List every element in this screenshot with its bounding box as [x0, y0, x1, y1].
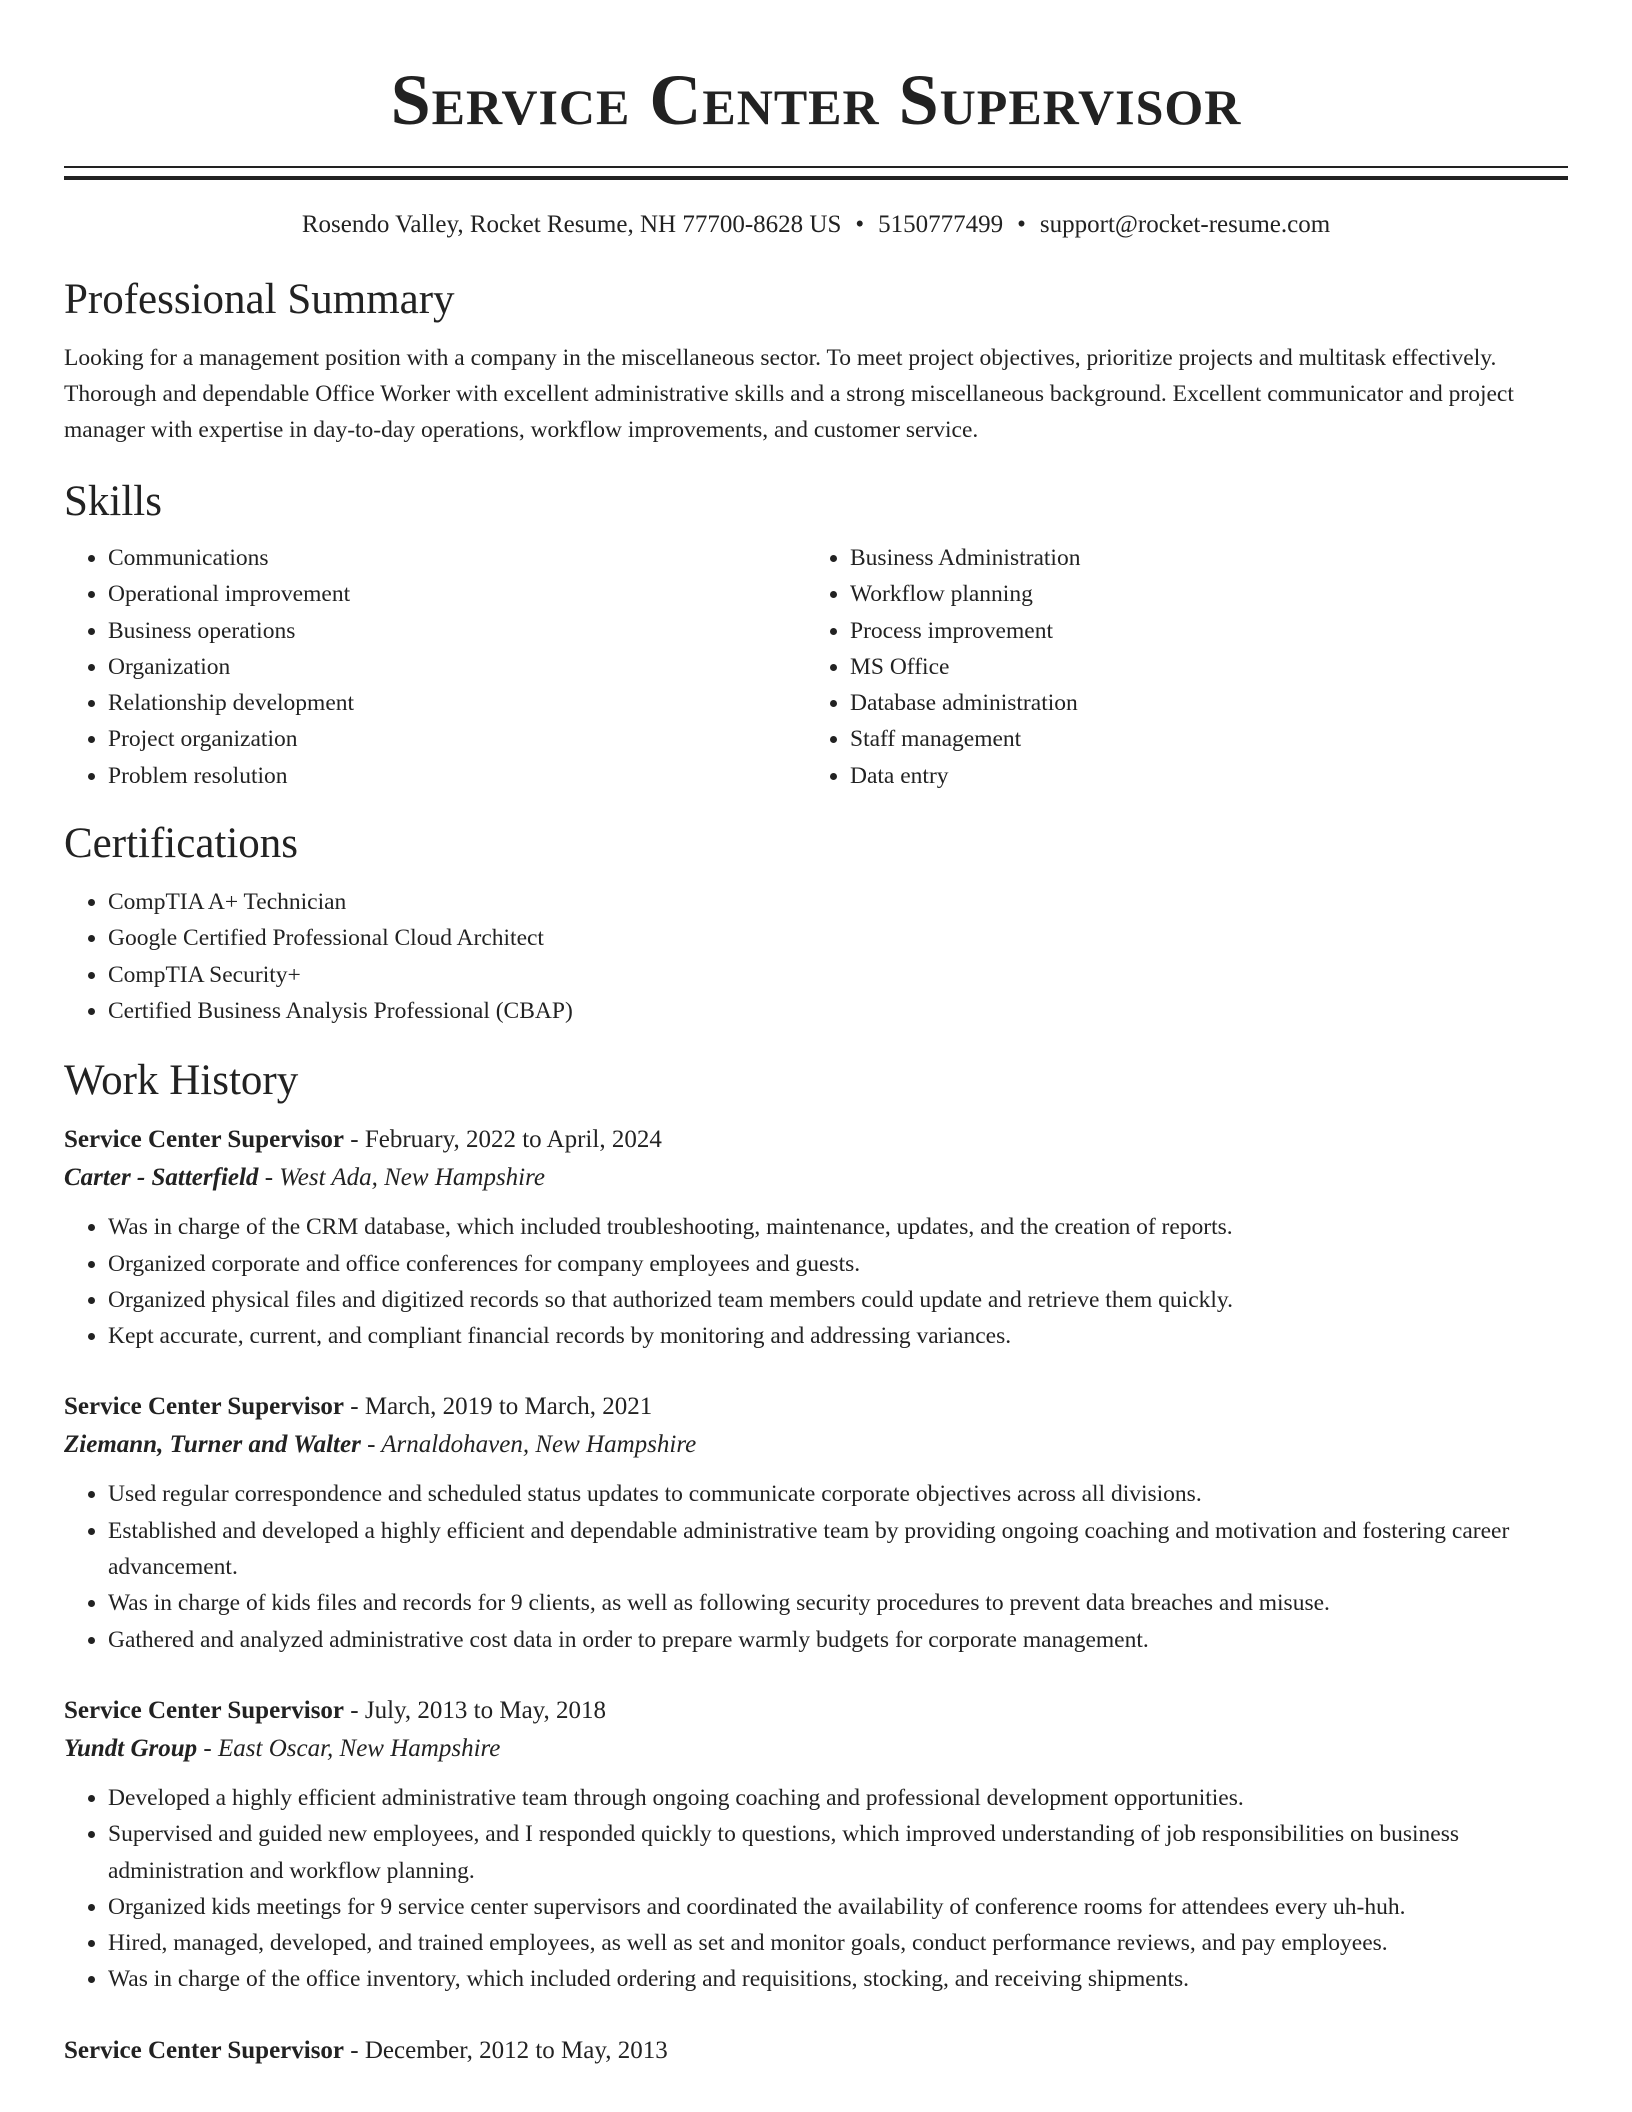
- contact-separator: •: [1017, 211, 1026, 238]
- skill-item: • Operational improvement: [108, 576, 806, 612]
- certification-item: • Google Certified Professional Cloud Architect: [108, 920, 1568, 956]
- skill-item: • Organization: [108, 649, 806, 685]
- job-entry: [64, 1117, 1568, 1354]
- job-dates: - March, 2019 to March, 2021: [344, 1393, 653, 1421]
- skill-item: • Database administration: [850, 685, 1548, 721]
- job-header: [64, 1384, 1568, 1426]
- skill-item: • Communications: [108, 540, 806, 576]
- job-location: - Arnaldohaven, New Hampshire: [360, 1431, 697, 1459]
- job-company: Carter - Satterfield: [64, 1164, 259, 1192]
- job-header: [64, 1117, 1568, 1159]
- title-double-rule: [64, 166, 1568, 180]
- job-entry: [64, 1688, 1568, 1998]
- skills-list-right: [806, 540, 1548, 794]
- skill-item: • Problem resolution: [108, 758, 806, 794]
- job-bullet: • Developed a highly efficient administrative team through ongoing coaching and professional development opportunities.: [108, 1780, 1568, 1816]
- certifications-list: [64, 884, 1568, 1029]
- skill-item: • Data entry: [850, 758, 1548, 794]
- job-entry: [64, 2028, 1568, 2070]
- contact-email: support@rocket-resume.com: [1039, 211, 1331, 238]
- job-bullet: • Gathered and analyzed administrative cost data in order to prepare warmly budgets for corporate management.: [108, 1622, 1568, 1658]
- job-role: Service Center Supervisor: [64, 1393, 345, 1421]
- skill-item: • Process improvement: [850, 613, 1548, 649]
- job-bullet: • Supervised and guided new employees, and I responded quickly to questions, which improved understanding of job responsibilities on business administration and workflow planning.: [108, 1816, 1568, 1889]
- job-bullet: • Hired, managed, developed, and trained employees, as well as set and monitor goals, conduct performance reviews, and pay employees.: [108, 1925, 1568, 1961]
- skills-list-left: [64, 540, 806, 794]
- job-bullet: • Organized corporate and office conferences for company employees and guests.: [108, 1246, 1568, 1282]
- job-employer: [64, 1730, 1568, 1768]
- skills-columns: [64, 540, 1568, 794]
- job-employer: [64, 1159, 1568, 1197]
- job-role: Service Center Supervisor: [64, 2036, 345, 2064]
- job-bullet: • Kept accurate, current, and compliant financial records by monitoring and addressing variances.: [108, 1318, 1568, 1354]
- job-role: Service Center Supervisor: [64, 1126, 345, 1154]
- contact-separator: •: [855, 211, 865, 238]
- job-bullets: [64, 1209, 1568, 1354]
- certifications-heading: Certifications: [64, 820, 299, 868]
- contact-line: [64, 208, 1568, 242]
- job-bullets: [64, 1780, 1568, 1998]
- job-bullets: [64, 1476, 1568, 1657]
- job-header: [64, 1688, 1568, 1730]
- job-header: [64, 2028, 1568, 2070]
- skill-item: • Business operations: [108, 613, 806, 649]
- job-bullet: • Was in charge of the office inventory, which included ordering and requisitions, stocking, and receiving shipments.: [108, 1961, 1568, 1997]
- job-role: Service Center Supervisor: [64, 1696, 345, 1724]
- job-entry: [64, 1384, 1568, 1657]
- job-dates: - July, 2013 to May, 2018: [344, 1696, 607, 1724]
- skill-item: • Project organization: [108, 721, 806, 757]
- summary-text: Looking for a management position with a company in the miscellaneous sector. To meet project objectives, prioritize projects and multitask effectively. Thorough and dependable Office Worker with excellent administrative skills and a strong miscellaneous background. Excellent communicator and project manager with expertise in day-to-day operations, workflow improvements, and customer service.: [64, 345, 1514, 443]
- skill-item: • Staff management: [850, 721, 1548, 757]
- certification-item: • Certified Business Analysis Professional (CBAP): [108, 993, 1568, 1029]
- skill-item: • Workflow planning: [850, 576, 1548, 612]
- job-dates: - February, 2022 to April, 2024: [344, 1126, 662, 1154]
- job-employer: [64, 1426, 1568, 1464]
- skill-item: • Relationship development: [108, 685, 806, 721]
- contact-address: Rosendo Valley, Rocket Resume, NH 77700-8628 US: [301, 211, 842, 238]
- resume-title: Service Center Supervisor: [390, 60, 1242, 140]
- job-bullet: • Used regular correspondence and scheduled status updates to communicate corporate objectives across all divisions.: [108, 1476, 1568, 1512]
- job-bullet: • Organized kids meetings for 9 service center supervisors and coordinated the availability of conference rooms for attendees every uh-huh.: [108, 1889, 1568, 1925]
- skill-item: • Business Administration: [850, 540, 1548, 576]
- job-location: - East Oscar, New Hampshire: [197, 1734, 501, 1762]
- job-bullet: • Organized physical files and digitized records so that authorized team members could update and retrieve them quickly.: [108, 1282, 1568, 1318]
- job-bullet: • Was in charge of the CRM database, which included troubleshooting, maintenance, updates, and the creation of reports.: [108, 1209, 1568, 1245]
- job-location: - West Ada, New Hampshire: [258, 1164, 546, 1192]
- work-history-heading: Work History: [64, 1057, 299, 1105]
- skill-item: • MS Office: [850, 649, 1548, 685]
- skills-heading: Skills: [64, 478, 162, 525]
- certification-item: • CompTIA Security+: [108, 957, 1568, 993]
- job-company: Yundt Group: [64, 1734, 198, 1762]
- job-dates: - December, 2012 to May, 2013: [344, 2036, 668, 2064]
- summary-heading: Professional Summary: [64, 276, 455, 323]
- contact-phone: 5150777499: [878, 211, 1004, 238]
- job-bullet: • Was in charge of kids files and records for 9 clients, as well as following security procedures to prevent data breaches and misuse.: [108, 1585, 1568, 1621]
- job-company: Ziemann, Turner and Walter: [64, 1431, 361, 1459]
- certification-item: • CompTIA A+ Technician: [108, 884, 1568, 920]
- job-bullet: • Established and developed a highly efficient and dependable administrative team by providing ongoing coaching and motivation and fostering career advancement.: [108, 1513, 1568, 1586]
